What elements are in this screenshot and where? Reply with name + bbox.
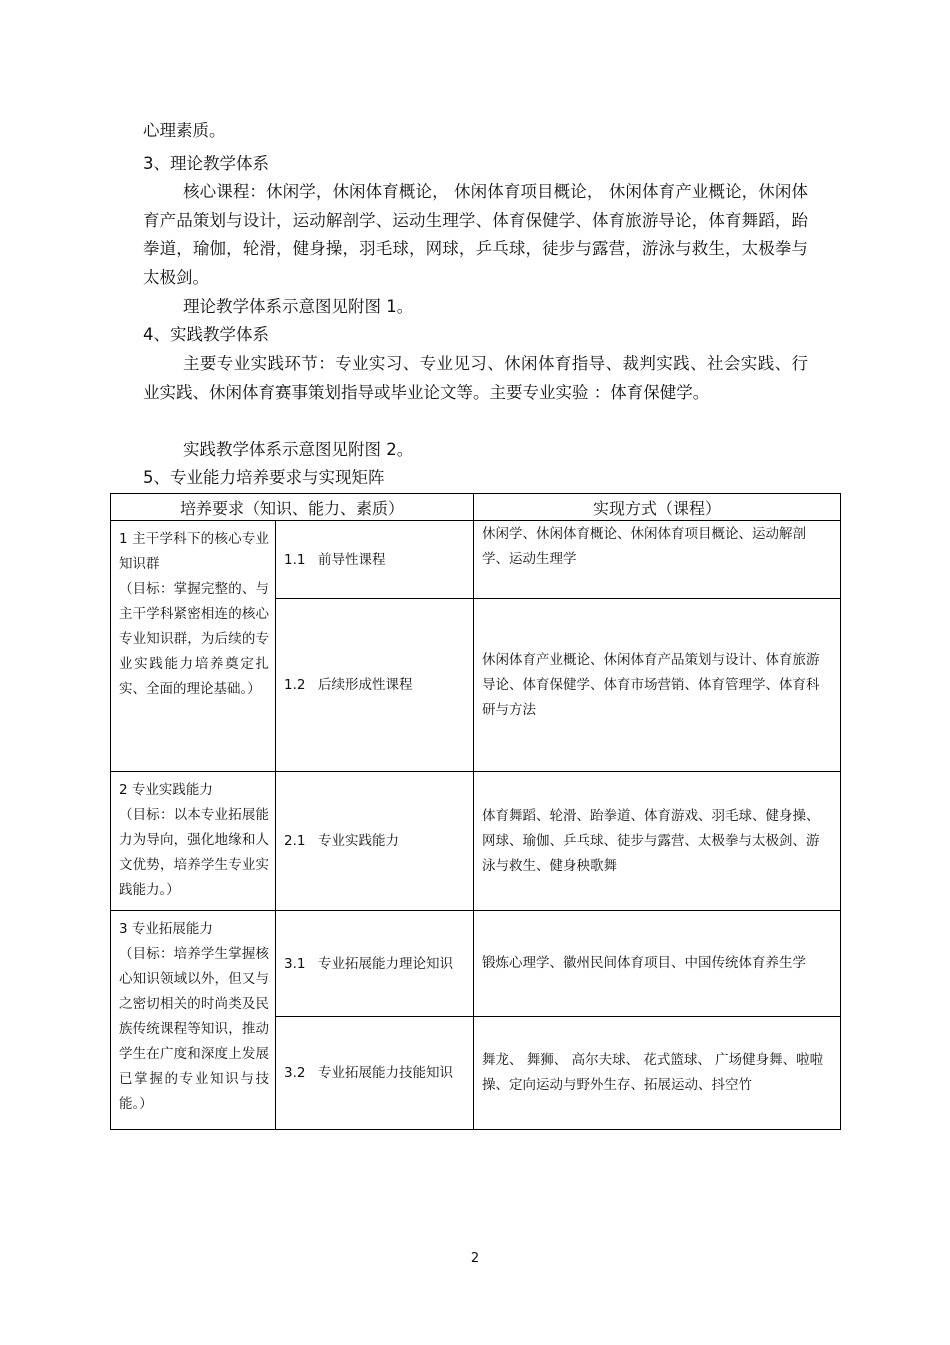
item-1-1: [276, 521, 474, 599]
core-courses-paragraph: 核心课程：休闲学，休闲体育概论， 休闲体育项目概论， 休闲体育产业概论，休闲体育产品策划与设计，运动解剖学、运动生理学、体育保健学、体育旅游导论，体育舞蹈，跆拳道，瑜伽，轮滑，健身操，羽毛球，网球，乒乓球，徒步与露营，游泳与救生，太极拳与太极剑。: [143, 182, 808, 287]
item-name: 后续形成性课程: [318, 677, 413, 693]
item-1-1-courses: 休闲学、休闲体育概论、休闲体育项目概论、运动解剖学、运动生理学: [474, 521, 841, 599]
group-1-title: 1 主干学科下的核心专业知识群: [119, 531, 269, 572]
practice-figure-note: 实践教学体系示意图见附图 2。: [183, 440, 414, 459]
group-1-goal: （目标：掌握完整的、与主干学科紧密相连的核心专业知识群，为后续的专业实践能力培养奠定扎实、全面的理论基础。）: [119, 581, 269, 697]
group-3-title: 3 专业拓展能力: [119, 921, 213, 937]
item-number: 2.1: [284, 833, 306, 849]
table-row: [111, 911, 841, 1017]
item-2-1: [276, 772, 474, 911]
header-implementation: 实现方式（课程）: [474, 494, 841, 521]
item-3-2: [276, 1017, 474, 1130]
header-requirements: 培养要求（知识、能力、素质）: [111, 494, 474, 521]
group-1-cell: [111, 521, 276, 772]
item-number: 3.1: [284, 955, 306, 972]
table-header-row: [111, 494, 841, 521]
item-number: 1.2: [284, 677, 306, 693]
table-row: [111, 521, 841, 599]
text-line: 心理素质。: [143, 121, 226, 140]
group-2-title: 2 专业实践能力: [119, 782, 213, 798]
item-3-1: [276, 911, 474, 1017]
group-3-cell: [111, 911, 276, 1130]
item-3-2-courses: 舞龙、 舞狮、 高尔夫球、 花式篮球、 广场健身舞、啦啦操、定向运动与野外生存、拓展运动、抖空竹: [474, 1017, 841, 1130]
item-2-1-courses: 体育舞蹈、轮滑、跆拳道、体育游戏、羽毛球、健身操、网球、瑜伽、乒乓球、徒步与露营、太极拳与太极剑、游泳与救生、健身秧歌舞: [474, 772, 841, 911]
item-name: 专业拓展能力技能知识: [318, 1065, 453, 1081]
item-name: 前导性课程: [318, 551, 386, 568]
ability-matrix-table: [110, 493, 841, 1130]
table-row: [111, 772, 841, 911]
group-2-goal: （目标：以本专业拓展能力为导向，强化地缘和人文优势，培养学生专业实践能力。）: [119, 807, 269, 898]
item-name: 专业拓展能力理论知识: [318, 955, 453, 972]
practice-paragraph: 主要专业实践环节：专业实习、专业见习、休闲体育指导、裁判实践、社会实践、行业实践、休闲体育赛事策划指导或毕业论文等。主要专业实验 ：体育保健学。: [143, 354, 808, 402]
item-1-2: [276, 599, 474, 772]
section-heading-3: 3、理论教学体系: [143, 154, 269, 173]
item-number: 3.2: [284, 1065, 306, 1081]
item-number: 1.1: [284, 551, 306, 568]
item-3-1-courses: 锻炼心理学、徽州民间体育项目、中国传统体育养生学: [474, 911, 841, 1017]
section-heading-4: 4、实践教学体系: [143, 325, 269, 344]
group-2-cell: [111, 772, 276, 911]
section-heading-5: 5、专业能力培养要求与实现矩阵: [143, 468, 385, 487]
item-name: 专业实践能力: [318, 833, 399, 849]
item-1-2-courses: 休闲体育产业概论、休闲体育产品策划与设计、体育旅游导论、体育保健学、体育市场营销、体育管理学、体育科研与方法: [474, 599, 841, 772]
group-3-goal: （目标：培养学生掌握核心知识领域以外，但又与之密切相关的时尚类及民族传统课程等知识，推动学生在广度和深度上发展已掌握的专业知识与技能。）: [119, 946, 269, 1112]
theory-figure-note: 理论教学体系示意图见附图 1。: [183, 297, 414, 316]
page-number: 2: [470, 1251, 480, 1266]
